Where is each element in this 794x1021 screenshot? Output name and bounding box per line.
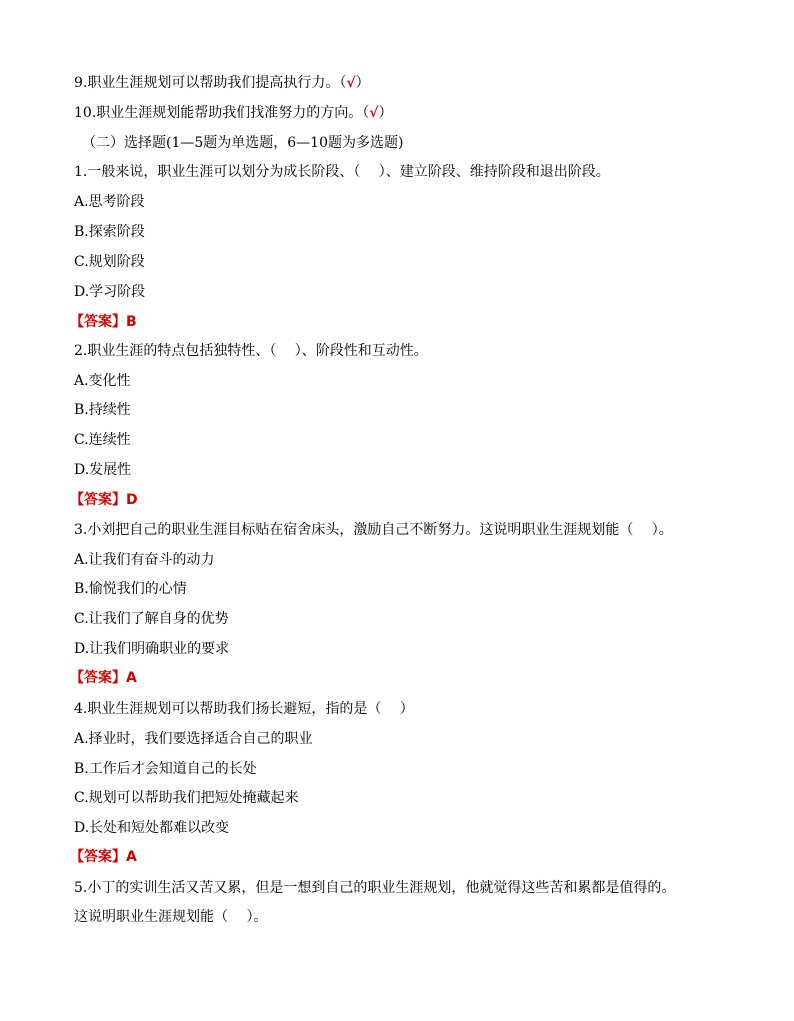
question-stem: 5.小丁的实训生活又苦又累，但是一想到自己的职业生涯规划，他就觉得这些苦和累都是值得的。 xyxy=(74,880,676,896)
option-d: D.长处和短处都难以改变 xyxy=(74,820,230,836)
answer-value: D xyxy=(126,492,138,508)
option-b: B.愉悦我们的心情 xyxy=(74,581,187,597)
answer-value: A xyxy=(126,670,137,686)
question-stem: 4.职业生涯规划可以帮助我们扬长避短，指的是（ ） xyxy=(74,701,414,717)
question-stem-continued: 这说明职业生涯规划能（ ）。 xyxy=(74,909,268,925)
option-a: A.让我们有奋斗的动力 xyxy=(74,552,215,568)
answer-line xyxy=(70,491,138,509)
answer-line xyxy=(70,313,137,331)
question-stem: 2.职业生涯的特点包括独特性、（ ）、阶段性和互动性。 xyxy=(74,343,428,359)
option-c: C.连续性 xyxy=(74,432,131,448)
tf-item-text: 10.职业生涯规划能帮助我们找准努力的方向。（ xyxy=(74,105,370,121)
option-a: A.变化性 xyxy=(74,373,131,389)
option-d: D.让我们明确职业的要求 xyxy=(74,641,230,657)
tf-item-text: 9.职业生涯规划可以帮助我们提高执行力。（ xyxy=(74,75,347,91)
answer-value: A xyxy=(126,849,137,865)
answer-label: 【答案】 xyxy=(70,314,126,330)
tf-item-10 xyxy=(74,104,392,122)
tf-item-close: ） xyxy=(378,105,393,121)
tf-item-9 xyxy=(74,74,370,92)
option-d: D.发展性 xyxy=(74,462,132,478)
option-b: B.持续性 xyxy=(74,402,131,418)
answer-value: B xyxy=(126,314,137,330)
answer-line xyxy=(70,848,137,866)
answer-line xyxy=(70,669,137,687)
answer-label: 【答案】 xyxy=(70,670,126,686)
tf-item-close: ） xyxy=(355,75,370,91)
checkmark-icon: √ xyxy=(369,105,379,121)
answer-label: 【答案】 xyxy=(70,492,126,508)
checkmark-icon: √ xyxy=(346,75,356,91)
option-a: A.思考阶段 xyxy=(74,194,145,210)
option-b: B.探索阶段 xyxy=(74,224,145,240)
section-title: （二）选择题(1—5题为单选题，6—10题为多选题) xyxy=(82,135,404,151)
option-d: D.学习阶段 xyxy=(74,284,146,300)
question-stem: 3.小刘把自己的职业生涯目标贴在宿舍床头，激励自己不断努力。这说明职业生涯规划能（ ）。 xyxy=(74,522,673,538)
option-c: C.让我们了解自身的优势 xyxy=(74,611,229,627)
option-c: C.规划阶段 xyxy=(74,254,145,270)
option-a: A.择业时，我们要选择适合自己的职业 xyxy=(74,731,313,747)
question-stem: 1.一般来说，职业生涯可以划分为成长阶段、（ ）、建立阶段、维持阶段和退出阶段。 xyxy=(74,164,610,180)
option-c: C.规划可以帮助我们把短处掩藏起来 xyxy=(74,790,299,806)
answer-label: 【答案】 xyxy=(70,849,126,865)
option-b: B.工作后才会知道自己的长处 xyxy=(74,761,257,777)
